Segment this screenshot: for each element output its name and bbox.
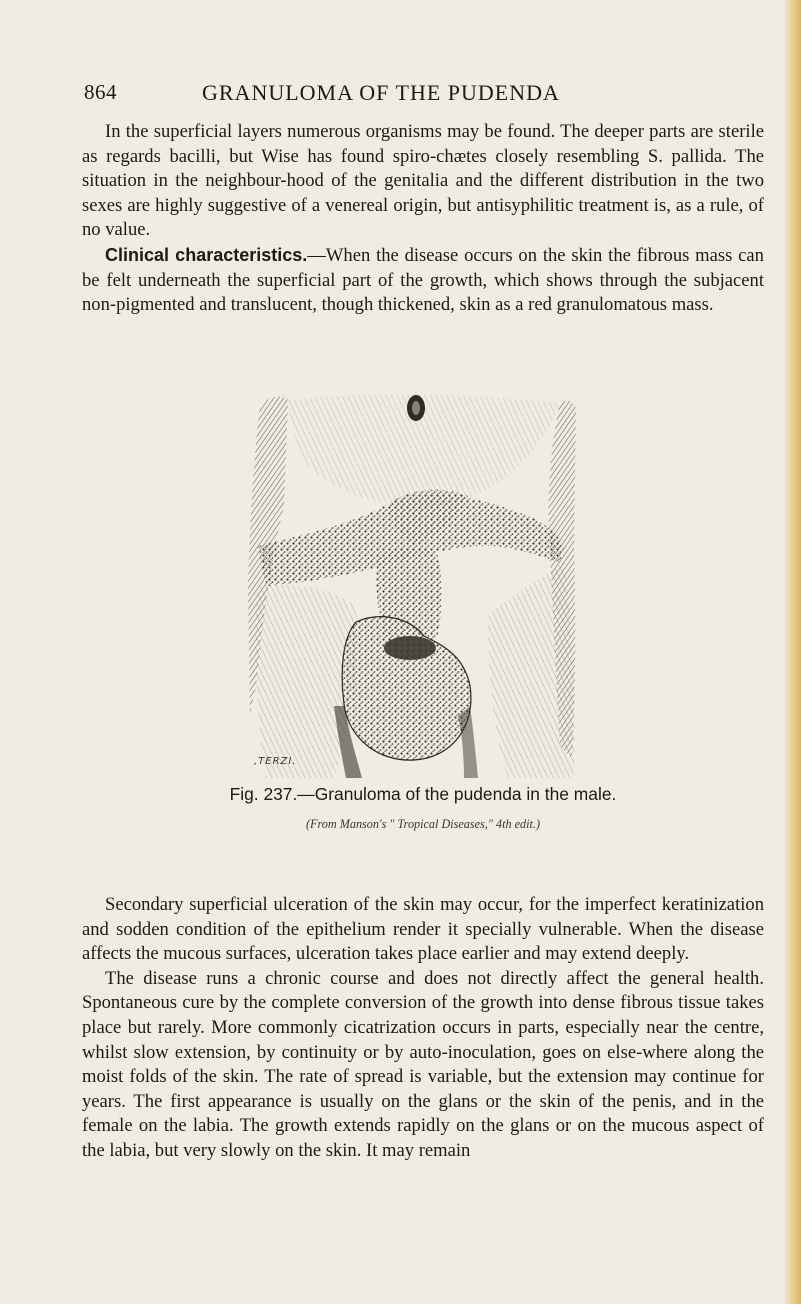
running-title: GRANULOMA OF THE PUDENDA [202, 80, 560, 105]
page-edge [785, 0, 801, 1304]
artist-signature: ,TERZI. [254, 756, 297, 767]
section-heading-clinical: Clinical characteristics. [105, 244, 308, 265]
running-head [84, 80, 764, 114]
page-number: 864 [84, 80, 117, 104]
paragraph-clinical [82, 243, 764, 318]
paragraph-clinical-text: —When the disease occurs on the skin the fibrous mass can be felt underneath the superficial part of the growth, which shows through the subjacent non-pigmented and translucent, though thickened, skin as a red granulomatous mass. [82, 244, 764, 316]
body-text-top [82, 120, 764, 318]
figure-source: (From Manson's " Tropical Diseases," 4th edit.) [305, 817, 540, 831]
engraving-illustration [238, 386, 582, 778]
figure-illustration [238, 386, 582, 778]
body-text-bottom [82, 893, 764, 1164]
paragraph-organisms: In the superficial layers numerous organisms may be found. The deeper parts are sterile as regards bacilli, but Wise has found spiro-chætes closely resembling S. pallida. The situation in the neighbour-hood of the genitalia and the different distribution in the two sexes are highly suggestive of a venereal origin, but antisyphilitic treatment is, as a rule, of no value. [82, 121, 764, 241]
paragraph-ulceration: Secondary superficial ulceration of the skin may occur, for the imperfect keratinization and sodden condition of the epithelium render it specially vulnerable. When the disease affects the mucous surfaces, ulceration takes place earlier and may extend deeply. [82, 894, 764, 965]
figure-caption: Fig. 237.—Granuloma of the pudenda in the male. [229, 784, 617, 804]
paragraph-course: The disease runs a chronic course and does not directly affect the general health. Spontaneous cure by the complete conversion of the growth into dense fibrous tissue takes place but rarely. More commonly cicatrization occurs in parts, especially near the centre, whilst slow extension, by continuity or by auto-inoculation, goes on else-where along the moist folds of the skin. The rate of spread is variable, but the extension may continue for years. The first appearance is usually on the glans or the skin of the penis, and in the female on the labia. The growth extends rapidly on the glans or on the mucous aspect of the labia, but very slowly on the skin. It may remain [82, 967, 764, 1161]
